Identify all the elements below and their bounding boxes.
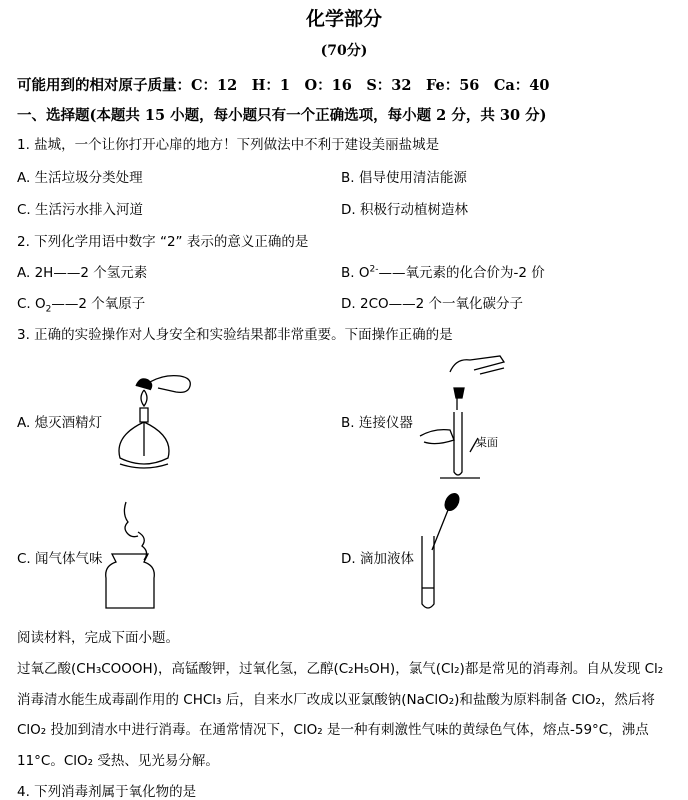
question-3-option-a: A. 熄灭酒精灯 bbox=[17, 415, 103, 431]
formula: 2CO bbox=[359, 296, 389, 312]
section-score: (70分) bbox=[320, 43, 368, 59]
question-3-option-b: B. 连接仪器 bbox=[341, 415, 413, 431]
rubber-stopper bbox=[454, 388, 464, 398]
smell-gas-illustration bbox=[100, 498, 170, 610]
question-2-stem: 2. 下列化学用语中数字 “2” 表示的意义正确的是 bbox=[17, 234, 309, 250]
connect-apparatus-illustration bbox=[410, 352, 520, 484]
alcohol-lamp-illustration bbox=[100, 360, 200, 480]
hand-waving bbox=[138, 532, 147, 560]
dropper-illustration bbox=[412, 492, 468, 616]
reading-paragraph-line: 11°C。ClO₂ 受热、见光易分解。 bbox=[17, 753, 219, 769]
desk-label: 桌面 bbox=[476, 436, 498, 449]
reading-paragraph-line: 消毒清水能生成毒副作用的 CHCl₃ 后，自来水厂改成以亚氯酸钠(NaClO₂)和盐酸为原料制备 ClO₂，然后将 bbox=[17, 692, 655, 708]
formula: 2H bbox=[34, 265, 54, 281]
test-tube bbox=[422, 536, 434, 608]
question-3-option-c: C. 闻气体气味 bbox=[17, 551, 103, 567]
question-3-stem: 3. 正确的实验操作对人身安全和实验结果都非常重要。下面操作正确的是 bbox=[17, 327, 453, 343]
question-2-option-c: C. $O_2——2$ 个氧原子 bbox=[17, 296, 146, 315]
question-3-option-d: D. 滴加液体 bbox=[341, 551, 414, 567]
question-1-option-a: A. 生活垃圾分类处理 bbox=[17, 170, 143, 186]
question-2-option-d: D. 2CO——2 个一氧化碳分子 bbox=[341, 296, 524, 312]
question-1-option-d: D. 积极行动植树造林 bbox=[341, 202, 468, 218]
test-tube bbox=[454, 412, 462, 475]
lamp-neck bbox=[140, 408, 148, 422]
dropper-bulb bbox=[442, 491, 461, 513]
question-2-option-a: A. 2H——2 个氢元素 bbox=[17, 265, 148, 281]
question-1-stem: 1. 盐城，一个让你打开心扉的地方！下列做法中不利于建设美丽盐城是 bbox=[17, 137, 440, 153]
question-1-option-c: C. 生活污水排入河道 bbox=[17, 202, 144, 218]
reading-intro: 阅读材料，完成下面小题。 bbox=[17, 630, 179, 646]
question-4-stem: 4. 下列消毒剂属于氧化物的是 bbox=[17, 784, 197, 800]
formula: O bbox=[35, 296, 46, 312]
section-heading: 一、选择题(本题共 15 小题，每小题只有一个正确选项，每小题 2 分，共 30 分) bbox=[17, 107, 547, 124]
reading-paragraph-line: 过氧乙酸(CH₃COOOH)，高锰酸钾，过氧化氢，乙醇(C₂H₅OH)，氯气(Cl₂)都是常见的消毒剂。自从发现 Cl₂ bbox=[17, 661, 664, 677]
lower-hand bbox=[420, 430, 454, 444]
face-profile bbox=[124, 502, 138, 537]
page-title: 化学部分 bbox=[305, 8, 382, 30]
gas-jar bbox=[106, 554, 155, 608]
reading-paragraph-line: ClO₂ 投加到清水中进行消毒。在通常情况下，ClO₂ 是一种有刺激性气味的黄绿色气体，熔点-59°C，沸点 bbox=[17, 722, 649, 738]
question-1-option-b: B. 倡导使用清洁能源 bbox=[341, 170, 467, 186]
formula: O bbox=[358, 265, 370, 281]
question-2-option-b: B. $O^{2-}——$氧元素的化合价为-2 价 bbox=[341, 264, 545, 281]
glass-tube bbox=[480, 368, 504, 374]
hand-outline bbox=[150, 376, 190, 393]
lamp-cap bbox=[136, 379, 152, 390]
flame bbox=[141, 390, 147, 406]
atomic-masses: 可能用到的相对原子质量：C：12 H：1 O：16 S：32 Fe：56 Ca：40 bbox=[17, 77, 550, 94]
